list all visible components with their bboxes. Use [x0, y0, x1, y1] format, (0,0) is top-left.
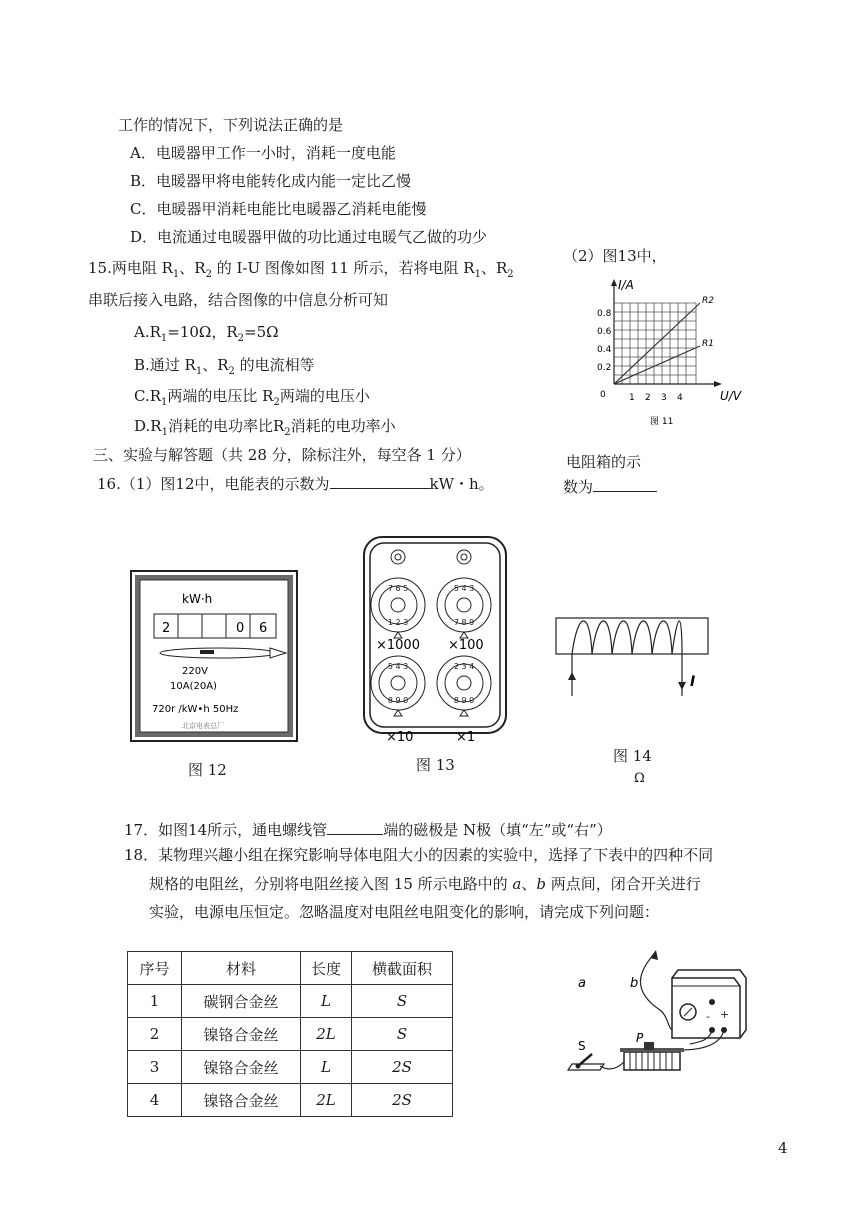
- table-header: 材料: [182, 952, 301, 985]
- figure-12-energy-meter: [130, 570, 298, 742]
- table-cell: S: [352, 1018, 453, 1051]
- figure-13-caption: 图 13: [416, 756, 455, 774]
- q18-line2: 规格的电阻丝，分别将电阻丝接入图 15 所示电路中的 a、b 两点间，闭合开关进行: [149, 875, 701, 893]
- meter-current: 10A(20A): [170, 681, 217, 692]
- table-cell: 3: [128, 1051, 182, 1084]
- r2-label: R2: [702, 296, 714, 306]
- ohm-unit: Ω: [634, 771, 645, 786]
- svg-text:5 4 3: 5 4 3: [387, 662, 409, 671]
- xtick-label: 2: [645, 393, 651, 403]
- meter-disc-icon: [160, 648, 276, 658]
- slider-p-label: P: [636, 1031, 644, 1045]
- q14-option-d: D．电流通过电暖器甲做的功比通过电暖气乙做的功少: [130, 228, 488, 246]
- svg-text:2 3 4: 2 3 4: [453, 662, 475, 671]
- solenoid-pole-blank[interactable]: [327, 818, 383, 835]
- meter-digit: 6: [259, 621, 268, 636]
- table-cell: L: [301, 985, 352, 1018]
- table-cell: 2L: [301, 1018, 352, 1051]
- q17: 17．如图14所示，通电螺线管 端的磁极是 N极（填“左”或“右”）: [124, 818, 612, 840]
- table-cell: 镍铬合金丝: [182, 1051, 301, 1084]
- r2-line: [614, 303, 700, 384]
- table-header: 序号: [128, 952, 182, 985]
- arrow-up-icon: [568, 672, 576, 680]
- meter-unit: kW·h: [182, 592, 213, 606]
- ytick-label: 0.8: [597, 309, 612, 319]
- x-axis-label: U/V: [720, 389, 742, 403]
- q14-option-a: A．电暖器甲工作一小时，消耗一度电能: [130, 144, 396, 162]
- point-b-label: b: [630, 976, 639, 991]
- q15-option-a: $A.R_1=10\Omega$，$R_2=5\Omega$: [134, 323, 279, 344]
- table-header-row: [128, 952, 453, 985]
- q14-intro: 工作的情况下，下列说法正确的是: [118, 116, 344, 134]
- table-row: [128, 1051, 453, 1084]
- resistance-wire-table: [127, 951, 453, 1117]
- meter-reading-blank[interactable]: [330, 472, 430, 489]
- arrow-down-icon: [678, 682, 686, 690]
- q18-line1: 18．某物理兴趣小组在探究影响导体电阻大小的因素的实验中，选择了下表中的四种不同: [124, 846, 714, 864]
- switch-s-label: S: [578, 1039, 586, 1053]
- xtick-label: 1: [629, 393, 635, 403]
- figure-11-iu-graph: [592, 276, 742, 428]
- table-cell: 2S: [352, 1084, 453, 1117]
- figure-15-circuit: [560, 950, 750, 1080]
- meter-maker: 北京电表总厂: [182, 722, 224, 730]
- figure-14-caption: 图 14: [613, 747, 652, 765]
- ytick-label: 0.2: [597, 363, 612, 373]
- q18-line3: 实验，电源电压恒定。忽略温度对电阻丝电阻变化的影响，请完成下列问题：: [149, 903, 660, 921]
- table-cell: S: [352, 985, 453, 1018]
- svg-text:1 2 3: 1 2 3: [387, 618, 409, 627]
- r1-label: R1: [702, 339, 714, 349]
- table-cell: 2L: [301, 1084, 352, 1117]
- svg-text:8 9 0: 8 9 0: [387, 696, 409, 705]
- table-cell: 1: [128, 985, 182, 1018]
- q16-part2-line1: （2）图13中，: [563, 247, 667, 265]
- figure-13-resistance-box: [362, 535, 508, 745]
- svg-text:+: +: [720, 1008, 730, 1021]
- section-3-heading: 三、实验与解答题（共 28 分，除标注外，每空各 1 分）: [93, 446, 471, 464]
- table-row: [128, 1018, 453, 1051]
- page-number: 4: [778, 1139, 788, 1157]
- meter-digit: 0: [236, 621, 245, 636]
- y-axis-label: I/A: [618, 278, 634, 292]
- meter-spec: 720r /kW•h 50Hz: [152, 704, 239, 715]
- ytick-label: 0.6: [597, 327, 612, 337]
- table-row: [128, 1084, 453, 1117]
- rheostat-icon: [620, 1042, 684, 1070]
- table-cell: 2S: [352, 1051, 453, 1084]
- q16-part1: 16.（1）图12中，电能表的示数为 kW・h。: [97, 472, 494, 494]
- q16-part2-line2: 电阻箱的示: [566, 453, 642, 471]
- switch-icon: [568, 1054, 604, 1070]
- table-row: [128, 985, 453, 1018]
- figure-12-caption: 图 12: [188, 761, 227, 779]
- multiplier-100: ×100: [448, 638, 484, 653]
- xtick-label: 4: [677, 393, 683, 403]
- multiplier-10: ×10: [386, 730, 414, 745]
- table-header: 长度: [301, 952, 352, 985]
- table-cell: 镍铬合金丝: [182, 1018, 301, 1051]
- meter-voltage: 220V: [182, 666, 208, 677]
- q15-line2: 串联后接入电路，结合图像的中信息分析可知: [88, 291, 389, 309]
- figure-11-caption: 图 11: [650, 417, 674, 427]
- svg-text:7 8 9: 7 8 9: [453, 618, 475, 627]
- table-header: 横截面积: [352, 952, 453, 985]
- svg-text:5 4 3: 5 4 3: [453, 584, 475, 593]
- q15-option-b: B.通过 $R_1$、$R_2$ 的电流相等: [134, 356, 315, 377]
- figure-14-solenoid: [550, 600, 715, 710]
- table-cell: 2: [128, 1018, 182, 1051]
- resistance-box-blank[interactable]: [593, 475, 657, 492]
- q14-option-c: C．电暖器甲消耗电能比电暖器乙消耗电能慢: [130, 200, 427, 218]
- ytick-label: 0.4: [597, 345, 612, 355]
- current-label: I: [690, 674, 696, 690]
- q16-part2-line3: 数为: [563, 475, 657, 497]
- table-cell: 4: [128, 1084, 182, 1117]
- svg-text:8 9 0: 8 9 0: [453, 696, 475, 705]
- svg-text:-: -: [706, 1010, 710, 1023]
- r1-line: [614, 346, 700, 384]
- point-a-label: a: [578, 976, 586, 991]
- q15-option-d: $D.R_1$消耗的电功率比$R_2$消耗的电功率小: [134, 417, 396, 438]
- table-cell: 碳钢合金丝: [182, 985, 301, 1018]
- multiplier-1000: ×1000: [376, 638, 420, 653]
- multiplier-1: ×1: [456, 730, 476, 745]
- q14-option-b: B．电暖器甲将电能转化成内能一定比乙慢: [130, 172, 412, 190]
- origin-label: 0: [600, 390, 606, 400]
- xtick-label: 3: [661, 393, 667, 403]
- table-cell: 镍铬合金丝: [182, 1084, 301, 1117]
- svg-text:7 6 5: 7 6 5: [387, 584, 409, 593]
- q15-option-c: $C.R_1$两端的电压比 $R_2$两端的电压小: [134, 387, 370, 408]
- power-supply-icon: [672, 970, 746, 1038]
- meter-digit: 2: [162, 621, 171, 636]
- table-cell: L: [301, 1051, 352, 1084]
- q15-line1: 15.两电阻 $R_1$、$R_2$ 的 I-U 图像如图 11 所示，若将电阻 $R_1$、$R_2$: [88, 259, 514, 280]
